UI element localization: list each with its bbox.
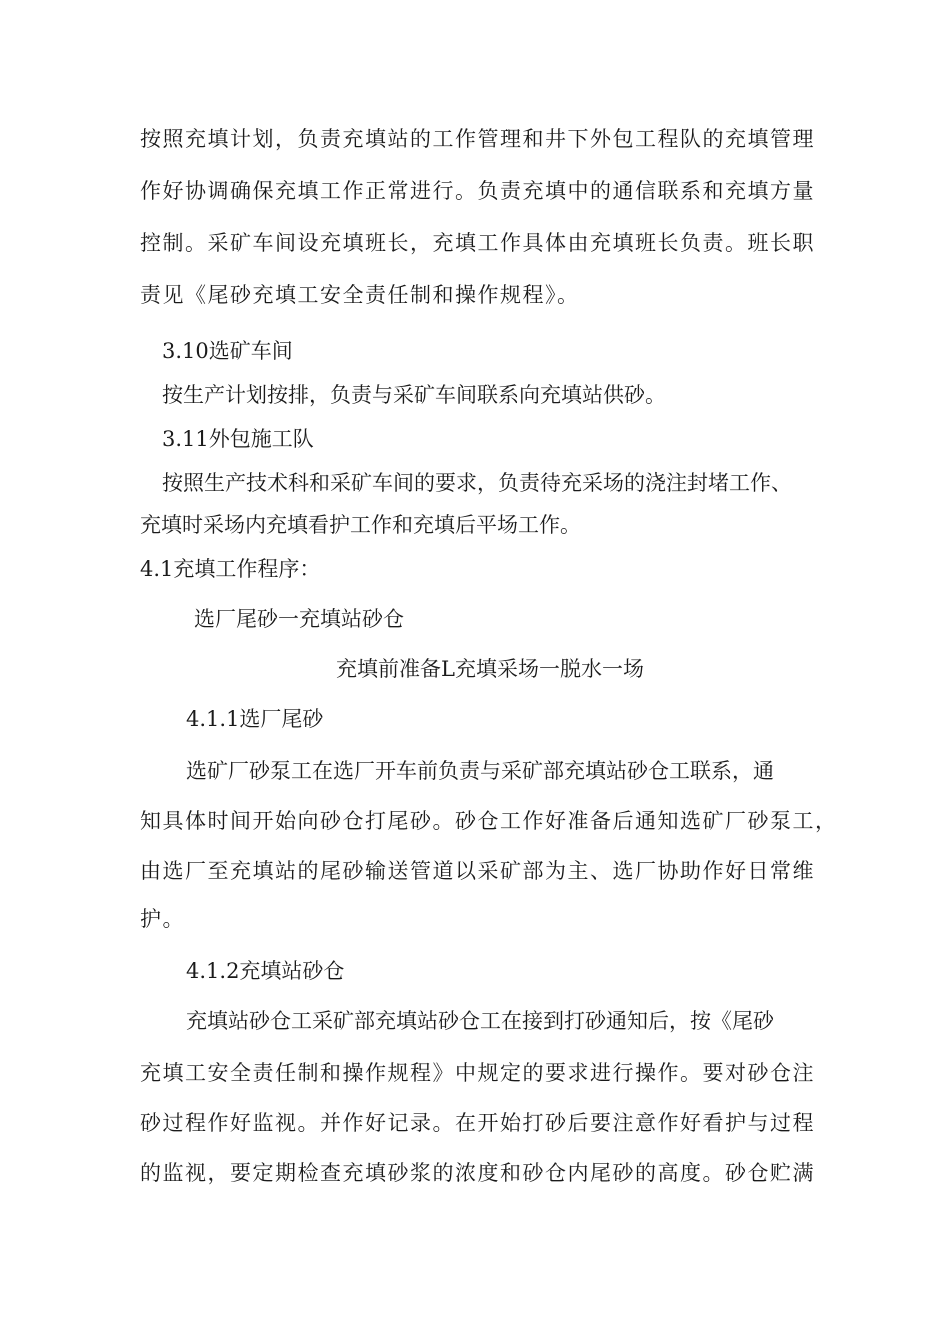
section-heading: 4.1充填工作程序： (140, 557, 321, 581)
paragraph-line: 责见《尾砂充填工安全责任制和操作规程》。 (140, 283, 580, 307)
paragraph-line: 的监视，要定期检查充填砂浆的浓度和砂仓内尾砂的高度。砂仓贮满 (140, 1161, 815, 1185)
paragraph-line: 护。 (140, 907, 185, 931)
paragraph-line: 选矿厂砂泵工在选厂开车前负责与采矿部充填站砂仓工联系，通 (186, 759, 774, 783)
paragraph-line: 砂过程作好监视。并作好记录。在开始打砂后要注意作好看护与过程 (140, 1111, 815, 1135)
paragraph-line: 控制。采矿车间设充填班长，充填工作具体由充填班长负责。班长职 (140, 231, 815, 255)
paragraph-line: 充填站砂仓工采矿部充填站砂仓工在接到打砂通知后，按《尾砂 (186, 1009, 774, 1033)
subsection-heading: 4.1.2充填站砂仓 (186, 959, 345, 983)
paragraph-line: 按生产计划按排，负责与采矿车间联系向充填站供砂。 (162, 383, 666, 407)
paragraph-line: 充填工安全责任制和操作规程》中规定的要求进行操作。要对砂仓注 (140, 1061, 815, 1085)
paragraph-line: 充填时采场内充填看护工作和充填后平场工作。 (140, 513, 581, 537)
section-heading: 3.11外包施工队 (162, 427, 314, 451)
section-heading: 3.10选矿车间 (162, 339, 293, 363)
paragraph-line: 知具体时间开始向砂仓打尾砂。砂仓工作好准备后通知选矿厂砂泵工， (140, 809, 838, 833)
paragraph-line: 按照生产技术科和采矿车间的要求，负责待充采场的浇注封堵工作、 (162, 471, 792, 495)
paragraph-line: 由选厂至充填站的尾砂输送管道以采矿部为主、选厂协助作好日常维 (140, 859, 815, 883)
flow-step-line: 充填前准备L充填采场一脱水一场 (336, 657, 644, 681)
paragraph-line: 按照充填计划，负责充填站的工作管理和井下外包工程队的充填管理 (140, 127, 815, 151)
paragraph-line: 作好协调确保充填工作正常进行。负责充填中的通信联系和充填方量 (140, 179, 815, 203)
flow-step-line: 选厂尾砂一充填站砂仓 (194, 607, 404, 631)
subsection-heading: 4.1.1选厂尾砂 (186, 707, 324, 731)
